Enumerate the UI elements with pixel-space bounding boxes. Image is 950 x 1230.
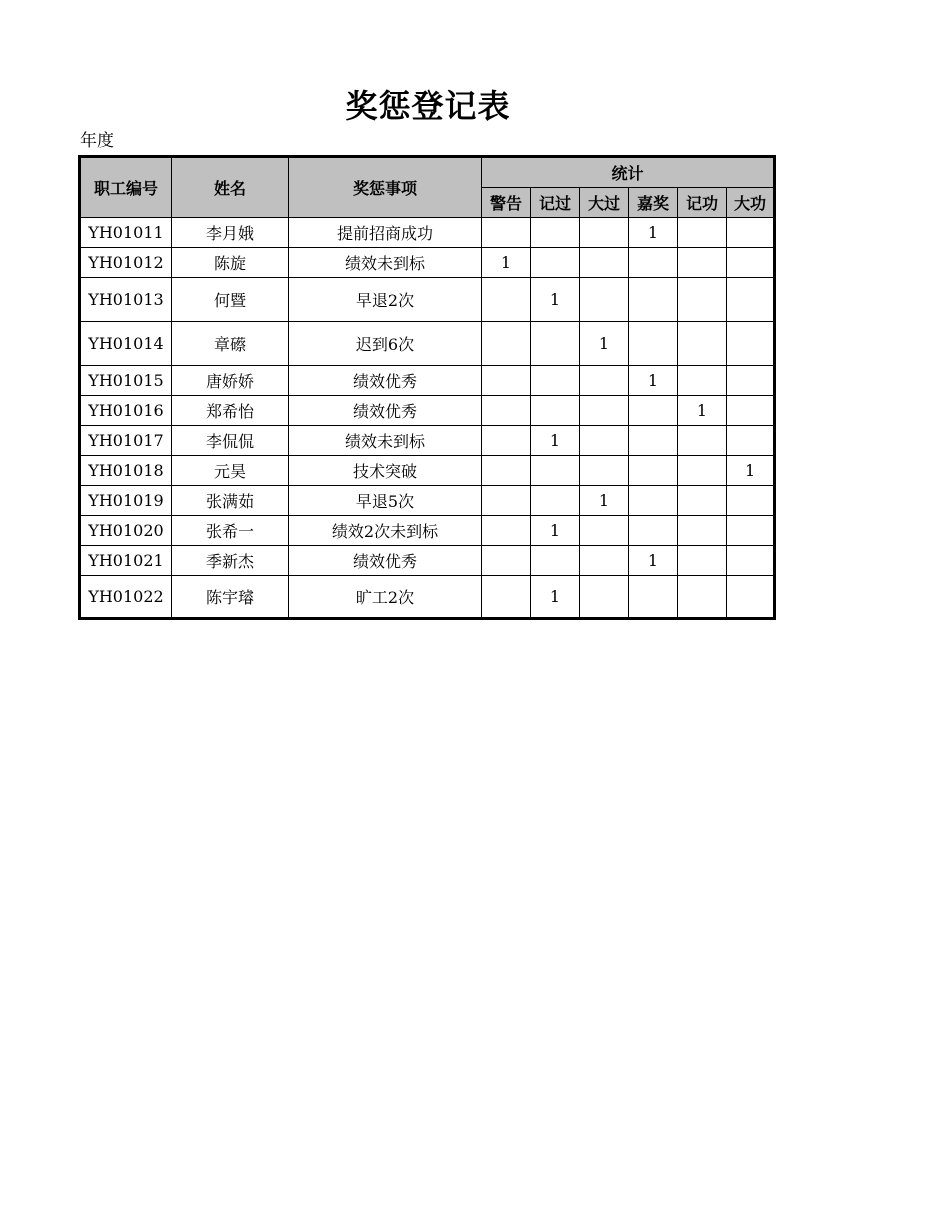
cell-name: 陈宇璿 — [172, 576, 289, 619]
cell-id: YH01020 — [80, 516, 172, 546]
cell-demerit — [531, 218, 580, 248]
table-row — [80, 322, 775, 366]
cell-item: 绩效2次未到标 — [289, 516, 482, 546]
table-row — [80, 546, 775, 576]
cell-demerit — [531, 366, 580, 396]
cell-item: 绩效未到标 — [289, 248, 482, 278]
cell-demerit — [531, 248, 580, 278]
cell-commend — [629, 248, 678, 278]
cell-warn — [482, 426, 531, 456]
header-id: 职工编号 — [80, 157, 172, 218]
cell-major-merit — [727, 396, 775, 426]
cell-demerit — [531, 546, 580, 576]
cell-major-merit — [727, 546, 775, 576]
cell-warn — [482, 218, 531, 248]
header-stats: 统计 — [482, 157, 775, 188]
reward-punishment-table — [78, 155, 776, 620]
cell-warn — [482, 322, 531, 366]
cell-warn — [482, 546, 531, 576]
table-row — [80, 218, 775, 248]
cell-item: 早退5次 — [289, 486, 482, 516]
cell-major-merit — [727, 366, 775, 396]
table-row — [80, 516, 775, 546]
cell-commend — [629, 278, 678, 322]
cell-id: YH01017 — [80, 426, 172, 456]
cell-major-merit — [727, 516, 775, 546]
cell-major-demerit — [580, 546, 629, 576]
cell-major-merit — [727, 278, 775, 322]
cell-warn — [482, 486, 531, 516]
cell-major-demerit — [580, 576, 629, 619]
cell-demerit: 1 — [531, 278, 580, 322]
cell-item: 绩效优秀 — [289, 396, 482, 426]
cell-name: 陈旋 — [172, 248, 289, 278]
cell-commend — [629, 486, 678, 516]
cell-id: YH01011 — [80, 218, 172, 248]
cell-commend — [629, 322, 678, 366]
cell-major-demerit — [580, 396, 629, 426]
cell-major-demerit — [580, 248, 629, 278]
cell-item: 旷工2次 — [289, 576, 482, 619]
cell-major-demerit — [580, 366, 629, 396]
cell-major-demerit — [580, 456, 629, 486]
cell-demerit: 1 — [531, 576, 580, 619]
cell-major-merit — [727, 218, 775, 248]
cell-major-merit — [727, 322, 775, 366]
cell-id: YH01019 — [80, 486, 172, 516]
cell-item: 绩效未到标 — [289, 426, 482, 456]
cell-commend — [629, 396, 678, 426]
table-row — [80, 456, 775, 486]
cell-id: YH01018 — [80, 456, 172, 486]
cell-demerit — [531, 456, 580, 486]
table-row — [80, 426, 775, 456]
cell-merit — [678, 426, 727, 456]
cell-demerit: 1 — [531, 426, 580, 456]
table-row — [80, 278, 775, 322]
table-row — [80, 486, 775, 516]
cell-name: 李侃侃 — [172, 426, 289, 456]
cell-warn — [482, 366, 531, 396]
cell-name: 章礤 — [172, 322, 289, 366]
header-major-merit: 大功 — [727, 188, 775, 218]
table-row — [80, 366, 775, 396]
cell-major-demerit — [580, 426, 629, 456]
cell-commend — [629, 576, 678, 619]
cell-major-demerit: 1 — [580, 486, 629, 516]
header-demerit: 记过 — [531, 188, 580, 218]
header-major-demerit: 大过 — [580, 188, 629, 218]
cell-warn — [482, 278, 531, 322]
cell-commend — [629, 456, 678, 486]
table-row — [80, 248, 775, 278]
cell-demerit — [531, 322, 580, 366]
header-merit: 记功 — [678, 188, 727, 218]
cell-name: 张希一 — [172, 516, 289, 546]
cell-id: YH01022 — [80, 576, 172, 619]
table-body — [80, 218, 775, 619]
cell-name: 季新杰 — [172, 546, 289, 576]
cell-merit — [678, 456, 727, 486]
cell-merit — [678, 218, 727, 248]
cell-demerit — [531, 486, 580, 516]
cell-merit — [678, 546, 727, 576]
cell-major-merit — [727, 486, 775, 516]
cell-item: 提前招商成功 — [289, 218, 482, 248]
cell-merit — [678, 278, 727, 322]
cell-commend — [629, 426, 678, 456]
cell-major-demerit: 1 — [580, 322, 629, 366]
cell-item: 迟到6次 — [289, 322, 482, 366]
cell-merit — [678, 516, 727, 546]
cell-name: 唐娇娇 — [172, 366, 289, 396]
cell-id: YH01012 — [80, 248, 172, 278]
cell-name: 元昊 — [172, 456, 289, 486]
cell-warn — [482, 456, 531, 486]
cell-item: 技术突破 — [289, 456, 482, 486]
cell-commend: 1 — [629, 218, 678, 248]
cell-id: YH01015 — [80, 366, 172, 396]
cell-name: 张满茹 — [172, 486, 289, 516]
header-warn: 警告 — [482, 188, 531, 218]
cell-item: 绩效优秀 — [289, 366, 482, 396]
cell-name: 李月娥 — [172, 218, 289, 248]
header-commend: 嘉奖 — [629, 188, 678, 218]
cell-merit: 1 — [678, 396, 727, 426]
cell-id: YH01016 — [80, 396, 172, 426]
year-label: 年度 — [80, 131, 114, 151]
cell-id: YH01013 — [80, 278, 172, 322]
header-name: 姓名 — [172, 157, 289, 218]
cell-merit — [678, 322, 727, 366]
cell-commend: 1 — [629, 366, 678, 396]
cell-warn — [482, 396, 531, 426]
cell-name: 郑希怡 — [172, 396, 289, 426]
page-title: 奖惩登记表 — [345, 87, 511, 125]
cell-commend: 1 — [629, 546, 678, 576]
cell-merit — [678, 486, 727, 516]
cell-major-merit — [727, 248, 775, 278]
cell-major-merit: 1 — [727, 456, 775, 486]
header-item: 奖惩事项 — [289, 157, 482, 218]
table-row — [80, 576, 775, 619]
cell-item: 绩效优秀 — [289, 546, 482, 576]
cell-major-demerit — [580, 218, 629, 248]
cell-warn: 1 — [482, 248, 531, 278]
cell-major-merit — [727, 426, 775, 456]
cell-id: YH01021 — [80, 546, 172, 576]
cell-major-demerit — [580, 278, 629, 322]
cell-merit — [678, 366, 727, 396]
cell-warn — [482, 576, 531, 619]
cell-warn — [482, 516, 531, 546]
cell-major-demerit — [580, 516, 629, 546]
cell-demerit — [531, 396, 580, 426]
cell-name: 何暨 — [172, 278, 289, 322]
cell-merit — [678, 248, 727, 278]
cell-id: YH01014 — [80, 322, 172, 366]
cell-merit — [678, 576, 727, 619]
table-row — [80, 396, 775, 426]
cell-item: 早退2次 — [289, 278, 482, 322]
cell-demerit: 1 — [531, 516, 580, 546]
cell-commend — [629, 516, 678, 546]
cell-major-merit — [727, 576, 775, 619]
